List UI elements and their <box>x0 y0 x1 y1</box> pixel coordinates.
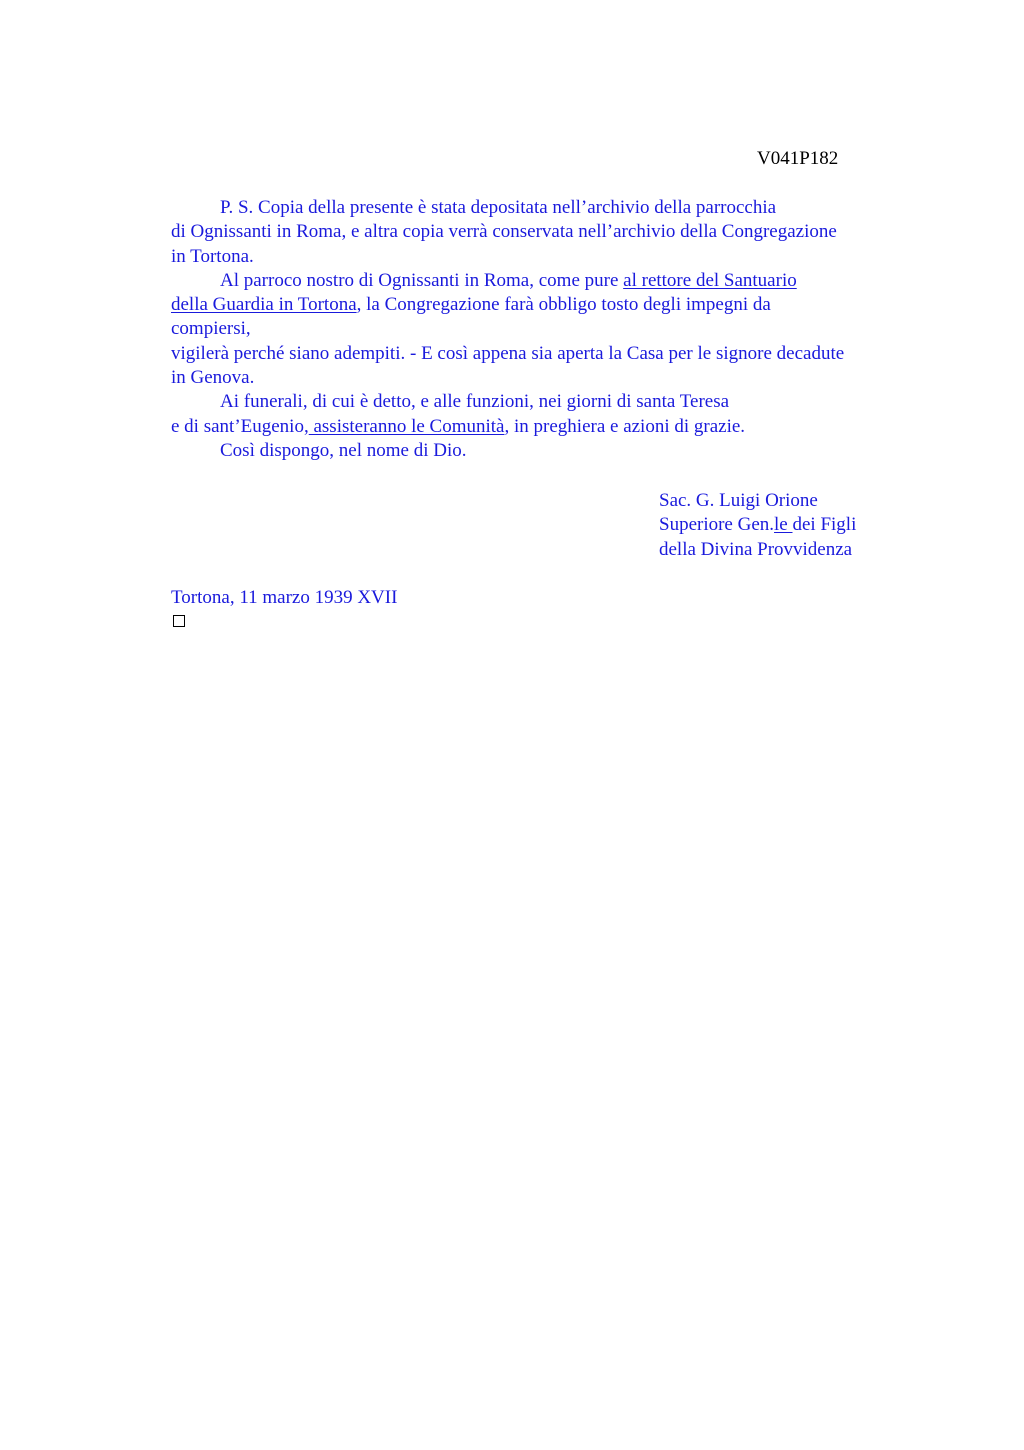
underlined-text: assisteranno le Comunità <box>308 415 505 437</box>
text-segment: , la Congregazione farà obbligo tosto degli impegni da <box>356 294 771 316</box>
text-segment: Al parroco nostro di Ognissanti in Roma, come pure <box>220 269 624 291</box>
paragraph-postscript-line-3: in Tortona. <box>171 245 254 267</box>
end-marker-box-icon <box>173 615 185 627</box>
paragraph-parroco-line-2 <box>171 293 931 317</box>
paragraph-parroco-line-4: vigilerà perché siano adempiti. - E così appena sia aperta la Casa per le signore decadute <box>171 342 845 364</box>
underlined-text: al rettore del Santuario <box>623 269 797 291</box>
signature-name: Sac. G. Luigi Orione <box>659 490 818 511</box>
page-code: V041P182 <box>757 148 839 169</box>
signature-title <box>659 513 856 537</box>
paragraph-closing: Così dispongo, nel nome di Dio. <box>220 439 467 461</box>
text-segment: Superiore Gen. <box>659 514 775 536</box>
paragraph-postscript-line-1: P. S. Copia della presente è stata depositata nell’archivio della parrocchia <box>220 197 777 218</box>
letter-body <box>171 196 931 463</box>
paragraph-funerali-line-1: Ai funerali, di cui è detto, e alle funzioni, nei giorni di santa Teresa <box>220 391 730 413</box>
text-segment: dei Figli <box>792 514 857 536</box>
paragraph-postscript-line-2: di Ognissanti in Roma, e altra copia verrà conservata nell’archivio della Congregazione <box>171 221 837 243</box>
underlined-text: le <box>774 514 793 536</box>
dateline: Tortona, 11 marzo 1939 XVII <box>171 587 398 608</box>
paragraph-parroco-line-1 <box>171 269 931 293</box>
text-segment: e di sant’Eugenio, <box>171 415 309 437</box>
paragraph-parroco-line-5: in Genova. <box>171 367 255 389</box>
paragraph-parroco-line-3: compiersi, <box>171 318 251 340</box>
underlined-text: della Guardia in Tortona <box>171 294 357 316</box>
paragraph-funerali-line-2 <box>171 415 931 439</box>
signature-block <box>659 489 856 562</box>
signature-congregation: della Divina Provvidenza <box>659 538 853 560</box>
text-segment: , in preghiera e azioni di grazie. <box>504 415 746 437</box>
